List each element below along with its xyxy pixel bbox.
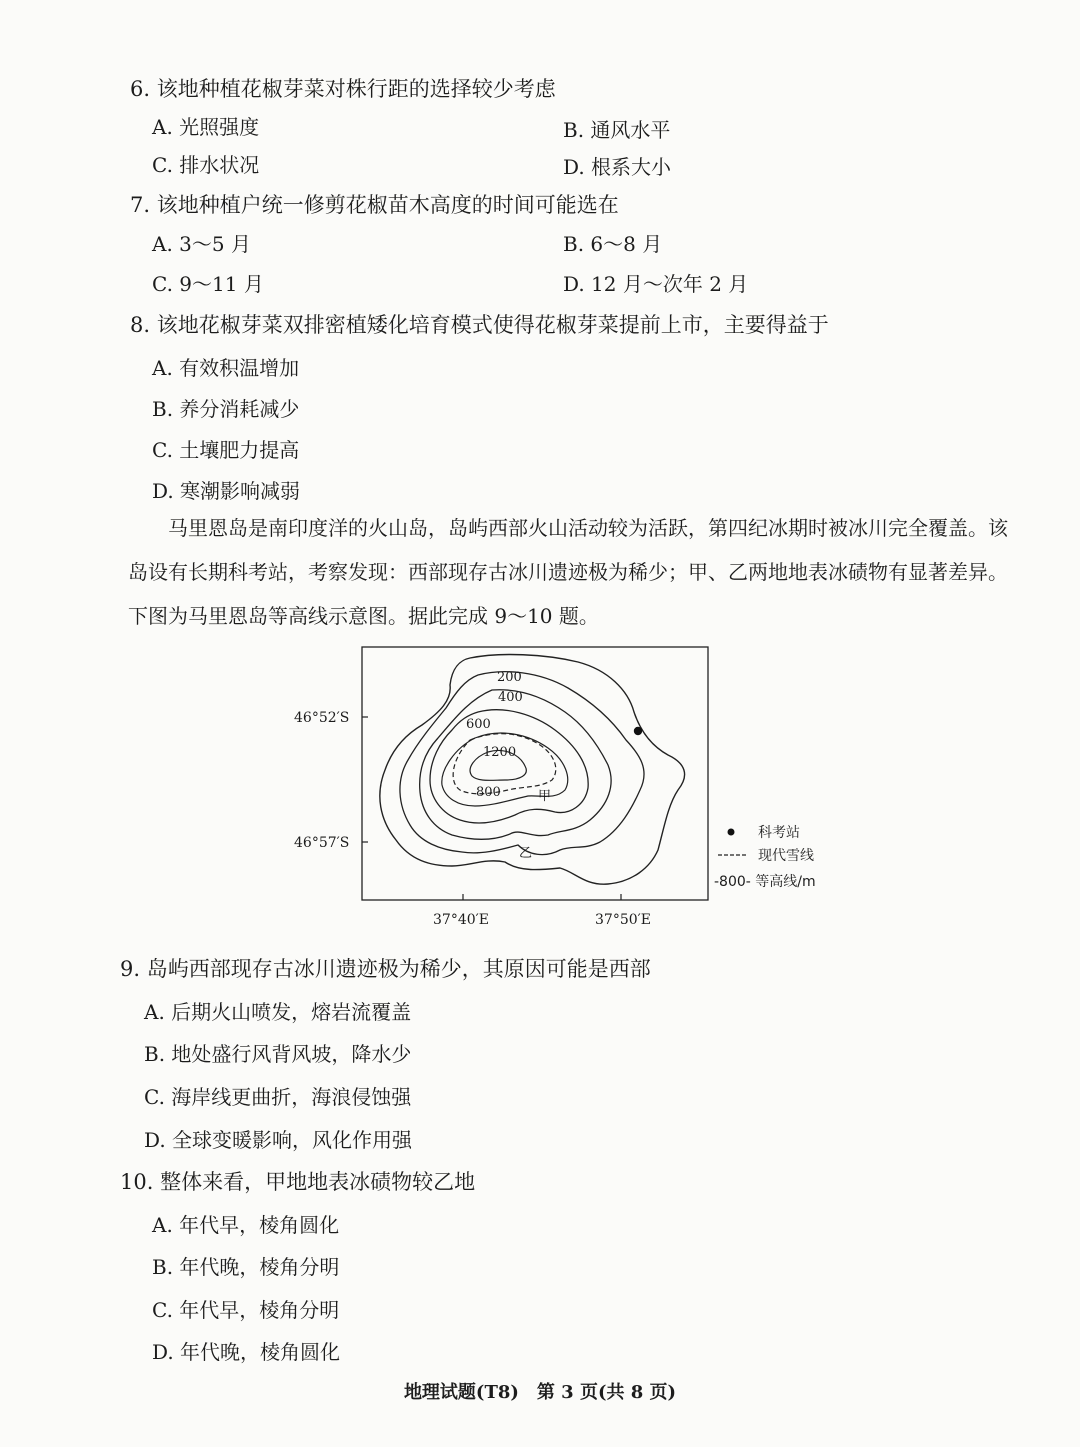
contour-label-200: 200 — [497, 670, 522, 685]
contour-label-400: 400 — [498, 690, 523, 705]
lat-label-south: 46°57′S — [294, 835, 350, 851]
q6-option-b[interactable]: B. 通风水平 — [563, 118, 671, 142]
legend-snowline-label: 现代雪线 — [758, 848, 814, 864]
q7-option-b[interactable]: B. 6～8 月 — [563, 232, 663, 256]
question-6-stem: 6. 该地种植花椒芽菜对株行距的选择较少考虑 — [130, 77, 556, 101]
lon-label-west: 37°40′E — [433, 912, 490, 928]
passage-text: 马里恩岛是南印度洋的火山岛，岛屿西部火山活动较为活跃，第四纪冰期时被冰川完全覆盖。该岛设有长期科考站，考察发现：西部现存古冰川遗迹极为稀少；甲、乙两地地表冰碛物有显著差异。下图为马里恩岛等高线示意图。据此完成 9～10 题。 — [128, 516, 1008, 628]
contour-label-1200: 1200 — [483, 745, 517, 760]
place-label-yi: 乙 — [519, 846, 533, 861]
q7-option-c[interactable]: C. 9～11 月 — [152, 272, 264, 296]
lon-label-east: 37°50′E — [595, 912, 652, 928]
q6-option-a[interactable]: A. 光照强度 — [152, 115, 260, 139]
legend-station-symbol — [728, 829, 735, 836]
legend-contour-label: -800- 等高线/m — [714, 874, 816, 890]
q6-option-c[interactable]: C. 排水状况 — [152, 153, 260, 177]
q10-option-c[interactable]: C. 年代早，棱角分明 — [152, 1298, 340, 1322]
contour-label-600: 600 — [466, 717, 491, 732]
research-station-marker — [634, 727, 642, 735]
q9-option-b[interactable]: B. 地处盛行风背风坡，降水少 — [144, 1042, 412, 1066]
page-footer: 地理试题(T8) 第 3 页(共 8 页) — [403, 1382, 677, 1403]
q10-option-a[interactable]: A. 年代早，棱角圆化 — [152, 1213, 340, 1237]
contour-label-800: 800 — [476, 785, 501, 800]
q6-option-d[interactable]: D. 根系大小 — [563, 155, 672, 179]
map-legend — [714, 824, 816, 890]
q9-option-c[interactable]: C. 海岸线更曲折，海浪侵蚀强 — [144, 1085, 412, 1109]
q10-option-b[interactable]: B. 年代晚，棱角分明 — [152, 1255, 340, 1279]
q9-option-a[interactable]: A. 后期火山喷发，熔岩流覆盖 — [144, 1000, 412, 1024]
q9-option-d[interactable]: D. 全球变暖影响，风化作用强 — [144, 1128, 413, 1152]
question-10-stem: 10. 整体来看，甲地地表冰碛物较乙地 — [120, 1170, 476, 1194]
q8-option-d[interactable]: D. 寒潮影响减弱 — [152, 479, 301, 503]
lat-label-north: 46°52′S — [294, 710, 350, 726]
legend-station-label: 科考站 — [758, 825, 800, 841]
question-7-stem: 7. 该地种植户统一修剪花椒苗木高度的时间可能选在 — [130, 193, 619, 217]
question-8-stem: 8. 该地花椒芽菜双排密植矮化培育模式使得花椒芽菜提前上市，主要得益于 — [130, 313, 829, 337]
q10-option-d[interactable]: D. 年代晚，棱角圆化 — [152, 1340, 341, 1364]
coastline — [380, 655, 685, 885]
q7-option-d[interactable]: D. 12 月～次年 2 月 — [563, 272, 749, 296]
q7-option-a[interactable]: A. 3～5 月 — [152, 232, 251, 256]
place-label-jia: 甲 — [538, 789, 552, 804]
q8-option-a[interactable]: A. 有效积温增加 — [152, 356, 300, 380]
q8-option-b[interactable]: B. 养分消耗减少 — [152, 397, 300, 421]
question-9-stem: 9. 岛屿西部现存古冰川遗迹极为稀少，其原因可能是西部 — [120, 957, 651, 981]
q8-option-c[interactable]: C. 土壤肥力提高 — [152, 438, 300, 462]
map-frame — [362, 647, 708, 900]
